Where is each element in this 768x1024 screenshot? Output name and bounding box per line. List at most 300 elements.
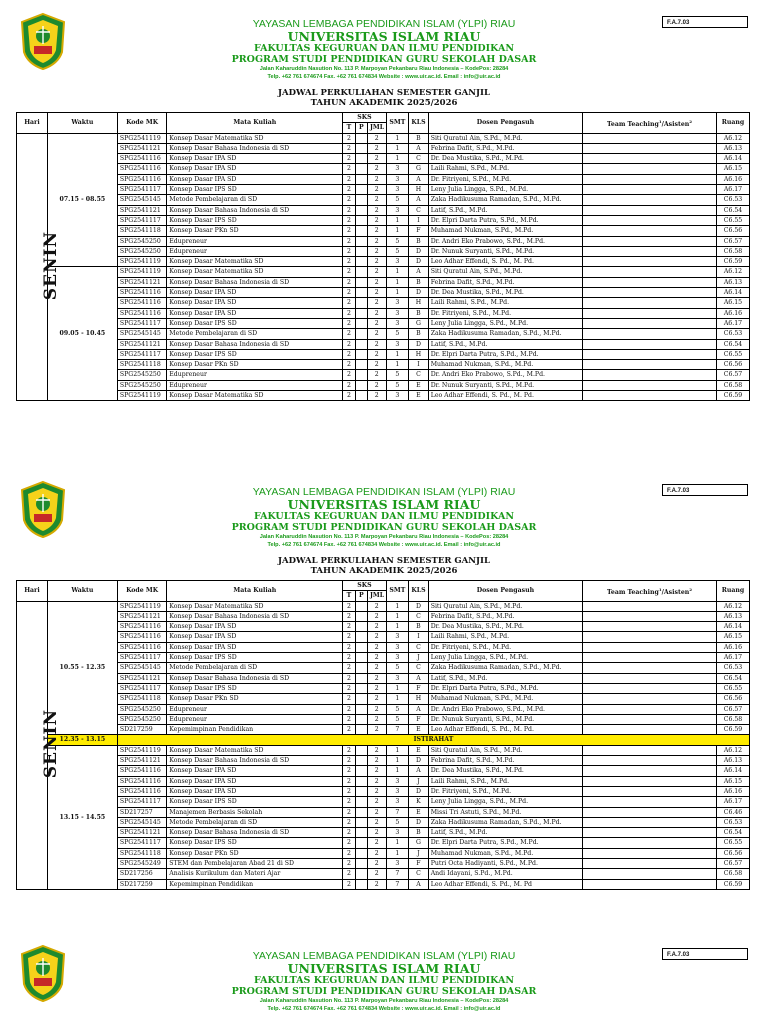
lecturer: Febrina Dafit, S.Pd., M.Pd. (428, 143, 582, 153)
sks-jml: 2 (368, 133, 387, 143)
sks-p (355, 257, 367, 267)
course-code: SPG2541116 (117, 766, 166, 776)
sks-p (355, 205, 367, 215)
course-code: SPG2545250 (117, 380, 166, 390)
room: A6.15 (716, 776, 749, 786)
sks-p (355, 349, 367, 359)
room: C6.59 (716, 725, 749, 735)
team-teaching (583, 859, 717, 869)
sks-t: 2 (343, 154, 355, 164)
sks-jml: 2 (368, 869, 387, 879)
course-code: SPG2541118 (117, 694, 166, 704)
sks-jml: 2 (368, 817, 387, 827)
course-code: SPG2545145 (117, 195, 166, 205)
course-code: SPG2541117 (117, 185, 166, 195)
class: I (409, 360, 429, 370)
semester: 3 (386, 308, 409, 318)
semester: 3 (386, 776, 409, 786)
room: C6.57 (716, 370, 749, 380)
course-code: SPG2541116 (117, 786, 166, 796)
sks-p (355, 267, 367, 277)
lecturer: Dr. Fitriyeni, S.Pd., M.Pd. (428, 174, 582, 184)
sks-jml: 2 (368, 246, 387, 256)
sks-jml: 2 (368, 308, 387, 318)
col-smt: SMT (386, 581, 409, 602)
sks-jml: 2 (368, 185, 387, 195)
course-name: Edupreneur (167, 246, 343, 256)
room: C6.55 (716, 683, 749, 693)
course-name: Konsep Dasar IPS SD (167, 683, 343, 693)
sks-jml: 2 (368, 380, 387, 390)
sks-p (355, 154, 367, 164)
contact: Telp. +62 761 674674 Fax. +62 761 674834 Website : www.uir.ac.id. Email : info@uir.ac.id (267, 74, 501, 80)
semester: 3 (386, 339, 409, 349)
sks-p (355, 694, 367, 704)
room: A6.17 (716, 653, 749, 663)
sks-t: 2 (343, 756, 355, 766)
course-name: Konsep Dasar Matematika SD (167, 391, 343, 401)
class: H (409, 694, 429, 704)
lecturer: Laili Rahmi, S.Pd., M.Pd. (428, 164, 582, 174)
lecturer: Dr. Dea Mustika, S.Pd., M.Pd. (428, 288, 582, 298)
room: A6.16 (716, 642, 749, 652)
table-row (17, 339, 750, 349)
semester: 1 (386, 848, 409, 858)
semester: 3 (386, 257, 409, 267)
table-row (17, 277, 750, 287)
course-name: Konsep Dasar IPA SD (167, 776, 343, 786)
semester: 3 (386, 653, 409, 663)
sks-p (355, 236, 367, 246)
course-code: SPG2541116 (117, 632, 166, 642)
course-name: Konsep Dasar IPA SD (167, 642, 343, 652)
course-code: SPG2541116 (117, 622, 166, 632)
sks-p (355, 797, 367, 807)
class: G (409, 318, 429, 328)
team-teaching (583, 339, 717, 349)
team-teaching (583, 164, 717, 174)
lecturer: Muhamad Nukman, S.Pd., M.Pd. (428, 694, 582, 704)
col-kode: Kode MK (117, 581, 166, 602)
room: C6.53 (716, 329, 749, 339)
room: C6.53 (716, 195, 749, 205)
course-name: Kepemimpinan Pendidikan (167, 879, 343, 889)
sks-p (355, 756, 367, 766)
lecturer: Muhamad Nukman, S.Pd., M.Pd. (428, 226, 582, 236)
sks-p (355, 766, 367, 776)
course-name: STEM dan Pembelajaran Abad 21 di SD (167, 859, 343, 869)
faculty-name: FAKULTAS KEGURUAN DAN ILMU PENDIDIKAN (253, 975, 515, 986)
sks-jml: 2 (368, 601, 387, 611)
room: C6.59 (716, 879, 749, 889)
semester: 3 (386, 164, 409, 174)
course-code: SPG2541121 (117, 756, 166, 766)
sks-jml: 2 (368, 318, 387, 328)
time-slot: 12.35 - 13.15 (47, 735, 117, 745)
sks-jml: 2 (368, 174, 387, 184)
sks-t: 2 (343, 185, 355, 195)
address: Jalan Kaharuddin Nasution No. 113 P. Marpoyan Pekanbaru Riau Indonesia – KodePos: 28284 (259, 998, 509, 1004)
sks-t: 2 (343, 308, 355, 318)
foundation-name: YAYASAN LEMBAGA PENDIDIKAN ISLAM (YLPI) RIAU (252, 18, 516, 30)
course-code: SPG2541119 (117, 133, 166, 143)
class: B (409, 828, 429, 838)
course-name: Konsep Dasar IPA SD (167, 632, 343, 642)
course-name: Kepemimpinan Pendidikan (167, 725, 343, 735)
sks-p (355, 298, 367, 308)
room: C6.58 (716, 714, 749, 724)
semester: 1 (386, 766, 409, 776)
university-name: UNIVERSITAS ISLAM RIAU (287, 497, 481, 512)
col-sks-t: T (343, 123, 355, 133)
room: A6.17 (716, 797, 749, 807)
lecturer: Andi Idayani, S.Pd., M.Pd. (428, 869, 582, 879)
class: A (409, 143, 429, 153)
sks-p (355, 143, 367, 153)
team-teaching (583, 174, 717, 184)
course-code: SPG2541117 (117, 797, 166, 807)
class: E (409, 380, 429, 390)
room: A6.15 (716, 298, 749, 308)
course-name: Konsep Dasar IPA SD (167, 288, 343, 298)
semester: 7 (386, 869, 409, 879)
schedule-page (0, 944, 768, 1020)
table-row (17, 133, 750, 143)
table-row (17, 704, 750, 714)
semester: 3 (386, 391, 409, 401)
team-sup2: 2 (689, 586, 693, 592)
class: C (409, 205, 429, 215)
semester: 5 (386, 236, 409, 246)
sks-t: 2 (343, 174, 355, 184)
semester: 1 (386, 277, 409, 287)
course-code: SPG2545250 (117, 704, 166, 714)
university-name: UNIVERSITAS ISLAM RIAU (287, 29, 481, 44)
semester: 1 (386, 215, 409, 225)
course-name: Konsep Dasar Bahasa Indonesia di SD (167, 277, 343, 287)
header-row (17, 581, 750, 591)
time-slot: 07.15 - 08.55 (47, 133, 117, 267)
lecturer: Laili Rahmi, S.Pd., M.Pd. (428, 298, 582, 308)
room: A6.14 (716, 622, 749, 632)
table-row (17, 745, 750, 755)
room: A6.13 (716, 277, 749, 287)
letterhead (0, 944, 768, 1020)
lecturer: Zaka Hadikusuma Ramadan, S.Pd., M.Pd. (428, 663, 582, 673)
class: D (409, 288, 429, 298)
sks-t: 2 (343, 694, 355, 704)
sks-jml: 2 (368, 694, 387, 704)
class: G (409, 838, 429, 848)
faculty-name: FAKULTAS KEGURUAN DAN ILMU PENDIDIKAN (253, 43, 515, 54)
table-row (17, 879, 750, 889)
lecturer: Dr. Fitriyeni, S.Pd., M.Pd. (428, 642, 582, 652)
course-name: Metode Pembelajaran di SD (167, 329, 343, 339)
sks-t: 2 (343, 267, 355, 277)
sks-jml: 2 (368, 215, 387, 225)
team-teaching (583, 154, 717, 164)
sks-t: 2 (343, 133, 355, 143)
class: B (409, 622, 429, 632)
class: F (409, 683, 429, 693)
course-code: SPG2541121 (117, 143, 166, 153)
class: C (409, 642, 429, 652)
sks-t: 2 (343, 380, 355, 390)
course-code: SPG2541117 (117, 318, 166, 328)
lecturer: Zaka Hadikusuma Ramadan, S.Pd., M.Pd. (428, 329, 582, 339)
class: K (409, 797, 429, 807)
table-row (17, 380, 750, 390)
col-sks-p: P (355, 591, 367, 601)
team-teaching (583, 622, 717, 632)
sks-t: 2 (343, 257, 355, 267)
sks-t: 2 (343, 838, 355, 848)
course-name: Konsep Dasar IPA SD (167, 786, 343, 796)
class: F (409, 859, 429, 869)
course-name: Konsep Dasar IPA SD (167, 766, 343, 776)
sks-jml: 2 (368, 797, 387, 807)
lecturer: Siti Quratul Ain, S.Pd., M.Pd. (428, 133, 582, 143)
room: C6.56 (716, 694, 749, 704)
room: A6.12 (716, 745, 749, 755)
room: C6.55 (716, 349, 749, 359)
course-code: SPG2545145 (117, 663, 166, 673)
team-teaching (583, 277, 717, 287)
semester: 1 (386, 133, 409, 143)
sks-p (355, 329, 367, 339)
course-name: Konsep Dasar IPA SD (167, 154, 343, 164)
table-row (17, 154, 750, 164)
course-name: Konsep Dasar IPS SD (167, 653, 343, 663)
team-teaching (583, 360, 717, 370)
semester: 1 (386, 349, 409, 359)
lecturer: Siti Quratul Ain, S.Pd., M.Pd. (428, 745, 582, 755)
table-row (17, 143, 750, 153)
team-teaching (583, 714, 717, 724)
room: C6.58 (716, 380, 749, 390)
sks-t: 2 (343, 786, 355, 796)
sks-p (355, 601, 367, 611)
sks-t: 2 (343, 601, 355, 611)
course-name: Konsep Dasar IPS SD (167, 797, 343, 807)
team-teaching (583, 776, 717, 786)
table-row (17, 174, 750, 184)
program-name: PROGRAM STUDI PENDIDIKAN GURU SEKOLAH DASAR (231, 54, 537, 65)
course-name: Konsep Dasar Bahasa Indonesia di SD (167, 205, 343, 215)
sks-t: 2 (343, 370, 355, 380)
semester: 3 (386, 205, 409, 215)
class: B (409, 133, 429, 143)
schedule-table (16, 112, 750, 401)
room: C6.56 (716, 848, 749, 858)
course-name: Konsep Dasar IPS SD (167, 215, 343, 225)
team-sup1: 1 (658, 586, 662, 592)
lecturer: Dr. Andri Eko Prabowo, S.Pd., M.Pd. (428, 236, 582, 246)
form-code: F.A.7.03 (662, 16, 748, 28)
sks-p (355, 776, 367, 786)
team-label: Team Teaching (606, 588, 659, 596)
sks-p (355, 848, 367, 858)
semester: 5 (386, 704, 409, 714)
col-dosen: Dosen Pengasuh (428, 581, 582, 602)
team-teaching (583, 133, 717, 143)
sks-p (355, 308, 367, 318)
semester: 5 (386, 329, 409, 339)
class: J (409, 776, 429, 786)
sks-p (355, 869, 367, 879)
lecturer: Zaka Hadikusuma Ramadan, S.Pd., M.Pd. (428, 195, 582, 205)
sks-jml: 2 (368, 828, 387, 838)
sks-t: 2 (343, 869, 355, 879)
room: A6.16 (716, 786, 749, 796)
class: H (409, 349, 429, 359)
sks-jml: 2 (368, 164, 387, 174)
lecturer: Dr. Elpri Darta Putra, S.Pd., M.Pd. (428, 838, 582, 848)
schedule-page (0, 480, 768, 890)
schedule-page (0, 12, 768, 401)
course-code: SPG2545250 (117, 246, 166, 256)
class: A (409, 174, 429, 184)
col-hari: Hari (17, 113, 48, 134)
course-name: Konsep Dasar PKn SD (167, 226, 343, 236)
col-kode: Kode MK (117, 113, 166, 134)
team-teaching (583, 683, 717, 693)
team-teaching (583, 205, 717, 215)
room: C6.56 (716, 226, 749, 236)
sks-p (355, 859, 367, 869)
sks-p (355, 133, 367, 143)
lecturer: Dr. Dea Mustika, S.Pd., M.Pd. (428, 766, 582, 776)
col-smt: SMT (386, 113, 409, 134)
sks-t: 2 (343, 195, 355, 205)
course-code: SD217259 (117, 879, 166, 889)
room: A6.16 (716, 174, 749, 184)
course-name: Konsep Dasar IPS SD (167, 349, 343, 359)
team-teaching (583, 257, 717, 267)
table-row (17, 797, 750, 807)
course-code: SD217259 (117, 725, 166, 735)
sks-jml: 2 (368, 786, 387, 796)
room: C6.57 (716, 704, 749, 714)
sks-jml: 2 (368, 154, 387, 164)
team-teaching (583, 642, 717, 652)
course-name: Konsep Dasar IPA SD (167, 164, 343, 174)
team-teaching (583, 349, 717, 359)
team-teaching (583, 838, 717, 848)
program-name: PROGRAM STUDI PENDIDIKAN GURU SEKOLAH DASAR (231, 522, 537, 533)
course-code: SPG2541117 (117, 653, 166, 663)
sks-jml: 2 (368, 756, 387, 766)
table-row (17, 205, 750, 215)
class: B (409, 308, 429, 318)
sks-jml: 2 (368, 859, 387, 869)
semester: 3 (386, 298, 409, 308)
lecturer: Siti Quratul Ain, S.Pd., M.Pd. (428, 267, 582, 277)
class: A (409, 766, 429, 776)
course-name: Konsep Dasar PKn SD (167, 694, 343, 704)
sks-t: 2 (343, 848, 355, 858)
col-sks-jml: JML (368, 123, 387, 133)
sks-t: 2 (343, 236, 355, 246)
room: A6.14 (716, 766, 749, 776)
sks-t: 2 (343, 653, 355, 663)
lecturer: Leo Adhar Effendi, S. Pd., M. Pd (428, 879, 582, 889)
table-row (17, 859, 750, 869)
course-name: Konsep Dasar IPS SD (167, 838, 343, 848)
course-name: Edupreneur (167, 236, 343, 246)
lecturer: Dr. Elpri Darta Putra, S.Pd., M.Pd. (428, 215, 582, 225)
course-name: Konsep Dasar Bahasa Indonesia di SD (167, 756, 343, 766)
room: A6.15 (716, 164, 749, 174)
table-row (17, 370, 750, 380)
lecturer: Dr. Fitriyeni, S.Pd., M.Pd. (428, 308, 582, 318)
semester: 3 (386, 797, 409, 807)
course-code: SPG2541121 (117, 339, 166, 349)
lecturer: Leny Julia Lingga, S.Pd., M.Pd. (428, 185, 582, 195)
team-sup1: 1 (658, 118, 662, 124)
sks-jml: 2 (368, 653, 387, 663)
col-kls: KLS (409, 581, 429, 602)
room: A6.15 (716, 632, 749, 642)
table-row (17, 869, 750, 879)
team-teaching (583, 318, 717, 328)
break-row (17, 735, 750, 745)
sks-jml: 2 (368, 622, 387, 632)
room: A6.12 (716, 267, 749, 277)
table-row (17, 288, 750, 298)
academic-year: TAHUN AKADEMIK 2025/2026 (310, 566, 458, 576)
sks-t: 2 (343, 673, 355, 683)
lecturer: Febrina Dafit, S.Pd., M.Pd. (428, 611, 582, 621)
sks-jml: 2 (368, 683, 387, 693)
team-teaching (583, 611, 717, 621)
class: D (409, 601, 429, 611)
sks-t: 2 (343, 859, 355, 869)
sks-p (355, 786, 367, 796)
sks-p (355, 704, 367, 714)
day-cell (17, 133, 61, 401)
sks-p (355, 380, 367, 390)
class: F (409, 226, 429, 236)
team-teaching (583, 329, 717, 339)
table-row (17, 807, 750, 817)
lecturer: Latif, S.Pd., M.Pd. (428, 205, 582, 215)
table-row (17, 766, 750, 776)
sks-p (355, 663, 367, 673)
lecturer: Dr. Dea Mustika, S.Pd., M.Pd. (428, 154, 582, 164)
col-sks: SKS (343, 113, 386, 123)
lecturer: Leo Adhar Effendi, S. Pd., M. Pd. (428, 257, 582, 267)
sks-t: 2 (343, 745, 355, 755)
room: A6.16 (716, 308, 749, 318)
class: B (409, 329, 429, 339)
semester: 3 (386, 174, 409, 184)
sks-t: 2 (343, 349, 355, 359)
lecturer: Dr. Fitriyeni, S.Pd., M.Pd. (428, 786, 582, 796)
lecturer: Dr. Andri Eko Prabowo, S.Pd., M.Pd. (428, 370, 582, 380)
course-code: SPG2541121 (117, 828, 166, 838)
sks-t: 2 (343, 205, 355, 215)
sks-t: 2 (343, 817, 355, 827)
sks-p (355, 195, 367, 205)
team-teaching (583, 601, 717, 611)
lecturer: Latif, S.Pd., M.Pd. (428, 828, 582, 838)
sks-t: 2 (343, 642, 355, 652)
table-row (17, 318, 750, 328)
room: C6.57 (716, 236, 749, 246)
course-code: SPG2541121 (117, 205, 166, 215)
class: C (409, 663, 429, 673)
